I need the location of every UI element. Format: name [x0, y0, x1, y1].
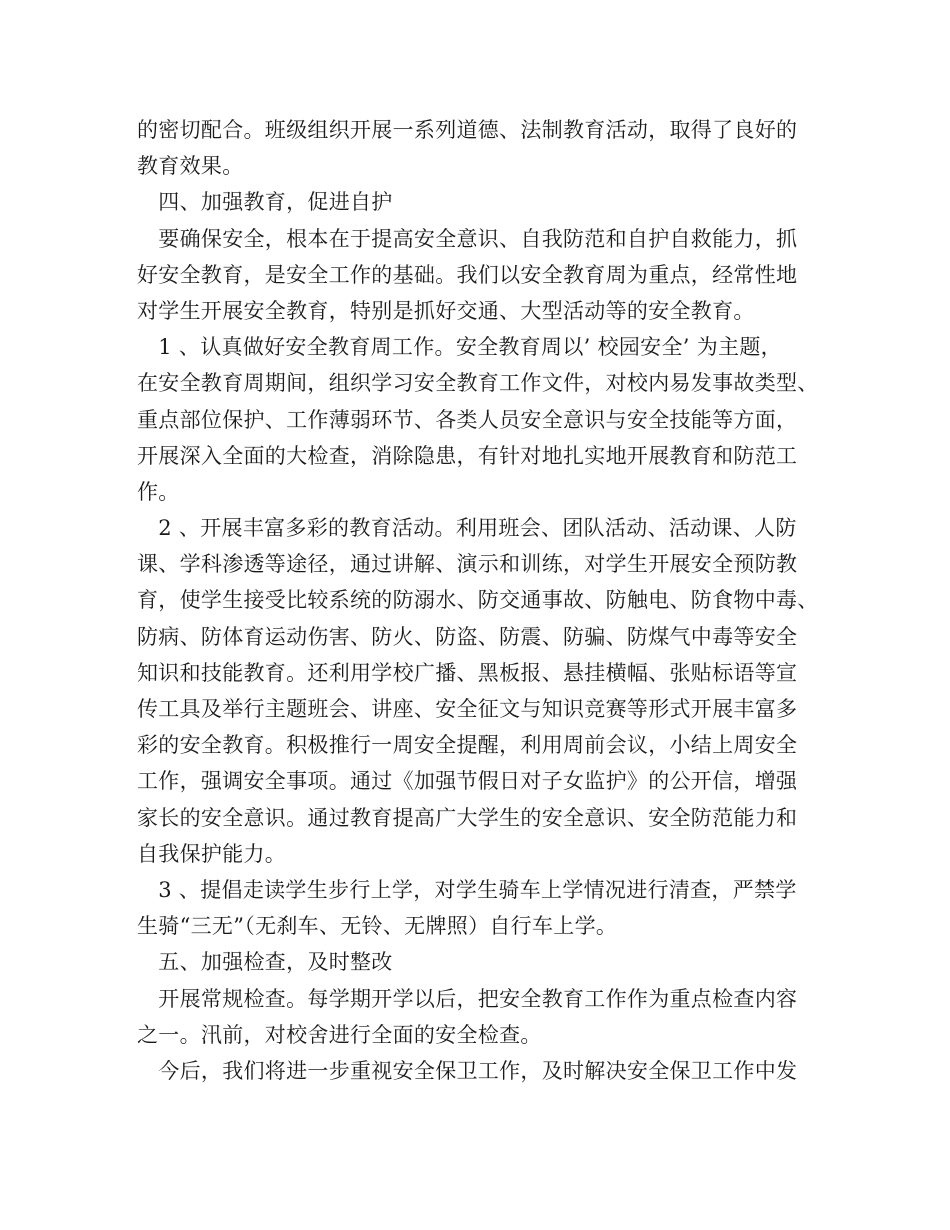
text-line: 家长的安全意识。通过教育提高广大学生的安全意识、安全防范能力和 [137, 805, 798, 830]
text-line: 3 、提倡走读学生步行上学，对学生骑车上学情况进行清查，严禁学 [137, 877, 797, 902]
text-line: 要确保安全，根本在于提高安全意识、自我防范和自护自救能力，抓 [137, 226, 798, 251]
text-line: 传工具及举行主题班会、讲座、安全征文与知识竞赛等形式开展丰富多 [137, 697, 798, 721]
document-body [137, 112, 827, 1089]
text-line: 育，使学生接受比较系统的防溺水、防交通事故、防触电、防食物中毒、 [137, 588, 819, 613]
text-line: 生骑“三无”（无刹车、无铃、无牌照）自行车上学。 [137, 914, 618, 939]
text-line: 重点部位保护、工作薄弱环节、各类人员安全意识与安全技能等方面， [137, 407, 798, 432]
text-line: 2 、开展丰富多彩的教育活动。利用班会、团队活动、活动课、人防 [137, 516, 797, 541]
text-line: 开展常规检查。每学期开学以后，把安全教育工作作为重点检查内容 [137, 986, 798, 1011]
section-heading: 四、加强教育，促进自护 [137, 190, 393, 215]
text-line: 对学生开展安全教育，特别是抓好交通、大型活动等的安全教育。 [137, 298, 755, 323]
text-line: 开展深入全面的大检查，消除隐患，有针对地扎实地开展教育和防范工 [137, 443, 798, 468]
text-line: 作。 [137, 479, 180, 504]
text-line: 知识和技能教育。还利用学校广播、黑板报、悬挂横幅、张贴标语等宣 [137, 660, 798, 685]
text-line: 工作，强调安全事项。通过《加强节假日对子女监护》的公开信，增强 [137, 769, 798, 794]
text-line: 自我保护能力。 [137, 841, 287, 866]
text-line: 防病、防体育运动伤害、防火、防盗、防震、防骗、防煤气中毒等安全 [137, 624, 798, 649]
section-heading: 五、加强检查，及时整改 [137, 950, 393, 975]
text-line: 课、学科渗透等途径，通过讲解、演示和训练，对学生开展安全预防教 [137, 552, 798, 577]
text-line: 在安全教育周期间，组织学习安全教育工作文件，对校内易发事故类型、 [137, 371, 819, 396]
text-line: 1 、认真做好安全教育周工作。安全教育周以’ 校园安全’ 为主题， [137, 335, 782, 360]
text-line: 好安全教育，是安全工作的基础。我们以安全教育周为重点，经常性地 [137, 262, 798, 287]
text-line: 的密切配合。班级组织开展一系列道德、法制教育活动，取得了良好的 [137, 118, 798, 142]
text-line: 今后，我们将进一步重视安全保卫工作，及时解决安全保卫工作中发 [137, 1058, 798, 1083]
text-line: 之一。汛前，对校舍进行全面的安全检查。 [137, 1022, 542, 1047]
text-line: 教育效果。 [137, 154, 244, 179]
text-line: 彩的安全教育。积极推行一周安全提醒，利用周前会议，小结上周安全 [137, 733, 798, 758]
